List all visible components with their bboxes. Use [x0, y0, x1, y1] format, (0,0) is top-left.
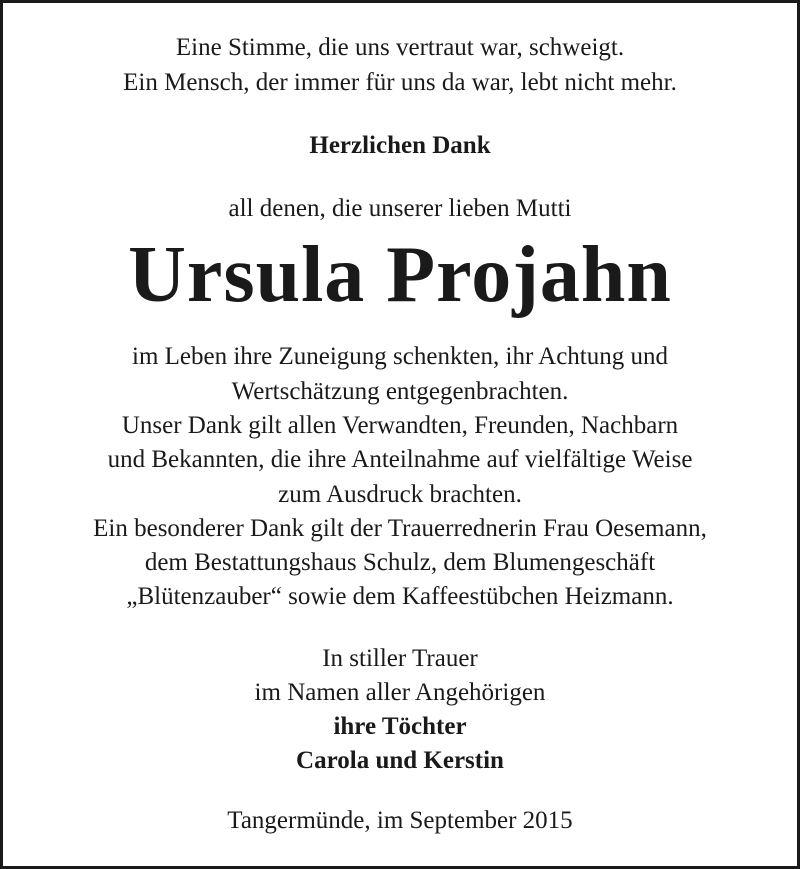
closing-line-2: im Namen aller Angehörigen	[254, 679, 546, 706]
signer-relation: ihre Töchter	[333, 713, 467, 740]
place-date: Tangermünde, im September 2015	[227, 807, 573, 834]
closing-line-1: In stiller Trauer	[322, 645, 478, 672]
body-line-7: dem Bestattungshaus Schulz, dem Blumengeschäft	[144, 549, 656, 576]
intro-line-1: Eine Stimme, die uns vertraut war, schweigt.	[175, 34, 625, 61]
body-line-1: im Leben ihre Zuneigung schenkten, ihr Achtung und	[132, 343, 668, 370]
body-line-2: Wertschätzung entgegenbrachten.	[231, 378, 569, 405]
deceased-name: Ursula Projahn	[128, 231, 672, 319]
signer-names: Carola und Kerstin	[296, 747, 504, 774]
body-line-3: Unser Dank gilt allen Verwandten, Freunden, Nachbarn	[121, 412, 679, 439]
body-line-6: Ein besonderer Dank gilt der Trauerrednerin Frau Oesemann,	[93, 515, 707, 542]
body-line-5: zum Ausdruck brachten.	[278, 481, 522, 508]
heading: Herzlichen Dank	[309, 132, 491, 159]
lead-in: all denen, die unserer lieben Mutti	[228, 195, 572, 222]
intro-line-2: Ein Mensch, der immer für uns da war, lebt nicht mehr.	[123, 69, 677, 96]
body-line-8: „Blütenzauber“ sowie dem Kaffeestübchen Heizmann.	[126, 583, 674, 610]
body-line-4: und Bekannten, die ihre Anteilnahme auf vielfältige Weise	[107, 446, 693, 473]
